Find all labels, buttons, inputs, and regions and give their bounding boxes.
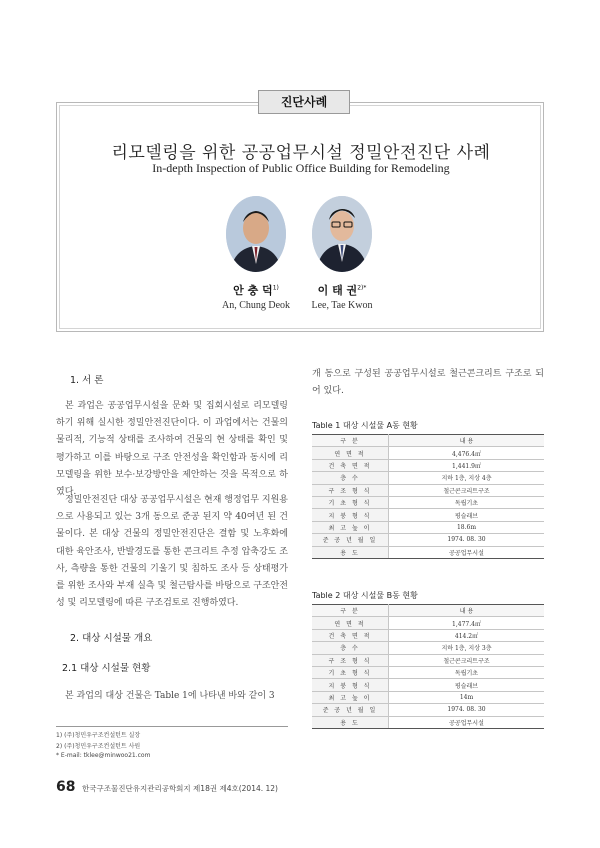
footnote-email: * E-mail: tklee@minwoo21.com [56,752,151,759]
table-cell-value: 1974. 08. 30 [389,704,545,716]
author-1-name-ko: 안 충 덕 [233,284,273,297]
table-cell-label: 지 붕 형 식 [312,679,389,691]
table-cell-label: 기 초 형 식 [312,496,389,508]
table-row [312,704,544,716]
author-1-mark: 1) [272,284,279,292]
table-cell-label: 기 초 형 식 [312,666,389,678]
table-row [312,447,544,459]
author-1-name-en: An, Chung Deok [221,300,291,311]
table-cell-value: 평슬래브 [389,509,545,521]
table-cell-value: 1,441.9㎡ [389,459,545,471]
table-row [312,459,544,471]
table-cell-value: 평슬래브 [389,679,545,691]
author-portrait-1 [226,196,286,272]
table-cell-value: 지하 1층, 지상 4층 [389,472,545,484]
footnote-2: 2) (주)청민우구조컨설턴트 사원 [56,743,141,750]
table-row [312,546,544,558]
table-cell-value: 철근콘크리트구조 [389,654,545,666]
author-photo-2 [312,196,372,272]
author-photo-1 [226,196,286,272]
table-row [312,617,544,629]
table-2-caption: Table 2 대상 시설물 B동 현황 [312,591,418,600]
table-cell-label: 건 축 면 적 [312,629,389,641]
table-row [312,642,544,654]
journal-citation: 한국구조물진단유지관리공학회지 제18권 제4호(2014. 12) [82,784,278,793]
page-number: 68 [56,779,76,795]
table-header-value: 내 용 [389,605,545,617]
table-cell-value: 4,476.4㎡ [389,447,545,459]
section-2-1-heading: 2.1 대상 시설물 현황 [62,663,151,674]
section-2-heading: 2. 대상 시설물 개요 [70,633,153,644]
table-cell-value: 1974. 08. 30 [389,534,545,546]
table-cell-label: 층 수 [312,472,389,484]
table-row [312,716,544,728]
table-cell-label: 용 도 [312,716,389,728]
table-cell-value: 414.2㎡ [389,629,545,641]
title-english: In-depth Inspection of Public Office Building for Remodeling [152,161,450,175]
section-1-heading: 1. 서 론 [70,375,104,386]
table-row [312,691,544,703]
table-cell-label: 구 조 형 식 [312,654,389,666]
table-row [312,654,544,666]
table-row [312,629,544,641]
table-cell-value: 공공업무시설 [389,546,545,558]
table-cell-value: 공공업무시설 [389,716,545,728]
table-2 [312,604,544,729]
table-row [312,472,544,484]
table-cell-label: 준 공 년 월 일 [312,534,389,546]
category-tag: 진단사례 [258,90,350,114]
author-2-name-en: Lee, Tae Kwon [311,300,373,311]
table-cell-label: 연 면 적 [312,617,389,629]
author-2-name [292,282,392,298]
table-row [312,509,544,521]
table-cell-label: 구 조 형 식 [312,484,389,496]
author-portrait-2 [312,196,372,272]
table-row [312,534,544,546]
table-cell-label: 건 축 면 적 [312,459,389,471]
table-cell-label: 최 고 높 이 [312,691,389,703]
table-cell-value: 독립기초 [389,496,545,508]
footnote-divider [56,726,288,727]
table-cell-label: 최 고 높 이 [312,521,389,533]
table-1 [312,434,544,559]
table-cell-value: 18.6m [389,521,545,533]
table-cell-label: 준 공 년 월 일 [312,704,389,716]
table-cell-label: 지 붕 형 식 [312,509,389,521]
section-2-1-paragraph: 본 과업의 대상 건물은 Table 1에 나타낸 바와 같이 3 [65,691,275,701]
table-row [312,679,544,691]
table-cell-value: 지하 1층, 지상 3층 [389,642,545,654]
author-1-name [206,282,306,298]
table-cell-value: 철근콘크리트구조 [389,484,545,496]
table-row [312,666,544,678]
table-header-label: 구 분 [312,435,389,447]
table-1-caption: Table 1 대상 시설물 A동 현황 [312,421,418,430]
title-korean: 리모델링을 위한 공공업무시설 정밀안전진단 사례 [111,143,491,163]
table-row [312,496,544,508]
table-cell-label: 층 수 [312,642,389,654]
table-header-value: 내 용 [389,435,545,447]
table-row [312,484,544,496]
table-header-row [312,435,544,447]
table-header-label: 구 분 [312,605,389,617]
table-cell-value: 독립기초 [389,666,545,678]
table-header-row [312,605,544,617]
table-row [312,521,544,533]
intro-paragraph-1: 본 과업은 공공업무시설을 문화 및 집회시설로 리모델링 하기 위해 실시한 정밀안전진단이다. 이 과업에서는 건물의 물리적, 기능적 상태를 조사하여 건물의 현 상태를 확인 및 평가하고 이를 바탕으로 구조 안전성을 확인함과 동시에 리모델링을 위한 보수·보강방안을 제안하는 것을 목적으로 하였다. [56,401,288,498]
footnote-1: 1) (주)청민우구조컨설턴트 실장 [56,732,141,739]
table-cell-value: 1,477.4㎡ [389,617,545,629]
table-cell-value: 14m [389,691,545,703]
author-2-mark: 2)* [357,284,367,292]
intro-paragraph-2: 정밀안전진단 대상 공공업무시설은 현재 행정업무 지원용으로 사용되고 있는 3개 동으로 준공 된지 약 40여년 된 건물이다. 본 대상 건물의 정밀안전진단은 결함 및 노후화에 대한 육안조사, 반발경도를 통한 콘크리트 추정 압축강도 조사, 측량을 통한 건물의 기울기 및 침하도 조사 등 상태평가를 위한 조사와 부재 실측 및 철근탐사를 바탕으로 구조안전성 및 리모델링에 따른 구조검토로 진행하였다. [56,495,288,609]
table-cell-label: 연 면 적 [312,447,389,459]
author-2-name-ko: 이 태 권 [317,284,358,297]
right-column-paragraph: 개 동으로 구성된 공공업무시설로 철근콘크리트 구조로 되어 있다. [312,369,544,397]
table-cell-label: 용 도 [312,546,389,558]
